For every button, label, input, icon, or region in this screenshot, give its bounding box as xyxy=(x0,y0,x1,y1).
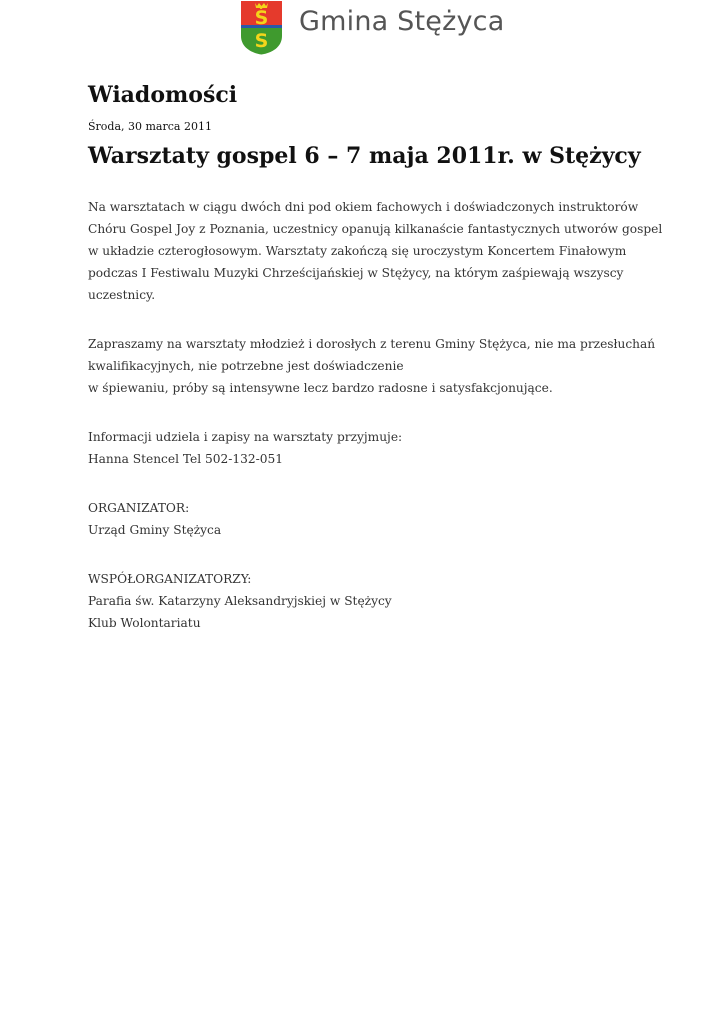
text-line: uczestnicy. xyxy=(88,288,156,302)
text-line: Chóru Gospel Joy z Poznania, uczestnicy opanują kilkanaście fantastycznych utworów gospel xyxy=(88,222,663,236)
paragraph-invitation xyxy=(88,333,656,399)
contact-phone: Hanna Stencel Tel 502-132-051 xyxy=(88,452,284,466)
crest-letter-top: Ś xyxy=(254,7,269,29)
site-header xyxy=(0,0,725,60)
paragraph-description xyxy=(88,196,663,306)
article-date: Środa, 30 marca 2011 xyxy=(88,120,212,133)
organizer-label: ORGANIZATOR: xyxy=(88,501,190,515)
article-headline: Warsztaty gospel 6 – 7 maja 2011r. w Stężycy xyxy=(88,143,641,169)
text-line: kwalifikacyjnych, nie potrzebne jest doświadczenie xyxy=(88,359,404,373)
crest-letter-bottom: S xyxy=(254,30,269,52)
organizer-name: Urząd Gminy Stężyca xyxy=(88,523,222,537)
text-line: Na warsztatach w ciągu dwóch dni pod okiem fachowych i doświadczonych instruktorów xyxy=(88,200,639,214)
text-line: Zapraszamy na warsztaty młodzież i dorosłych z terenu Gminy Stężyca, nie ma przesłuchań xyxy=(88,337,656,351)
paragraph-coorganizers xyxy=(88,568,638,634)
text-line: podczas I Festiwalu Muzyki Chrześcijańskiej w Stężycy, na którym zaśpiewają wszyscy xyxy=(88,266,624,280)
text-line: Informacji udziela i zapisy na warsztaty przyjmuje: xyxy=(88,430,403,444)
coat-of-arms-logo[interactable] xyxy=(240,0,283,55)
coorganizer-name: Klub Wolontariatu xyxy=(88,616,201,630)
text-line: w śpiewaniu, próby są intensywne lecz bardzo radosne i satysfakcjonujące. xyxy=(88,381,553,395)
section-title: Wiadomości xyxy=(88,82,238,108)
coorganizers-label: WSPÓŁORGANIZATORZY: xyxy=(88,572,252,586)
paragraph-organizer xyxy=(88,497,638,541)
text-line: w układzie czterogłosowym. Warsztaty zakończą się uroczystym Koncertem Finałowym xyxy=(88,244,627,258)
site-brand-name[interactable]: Gmina Stężyca xyxy=(299,6,505,37)
article-body xyxy=(88,196,663,661)
coorganizer-name: Parafia św. Katarzyny Aleksandryjskiej w Stężycy xyxy=(88,594,392,608)
paragraph-contact xyxy=(88,426,638,470)
